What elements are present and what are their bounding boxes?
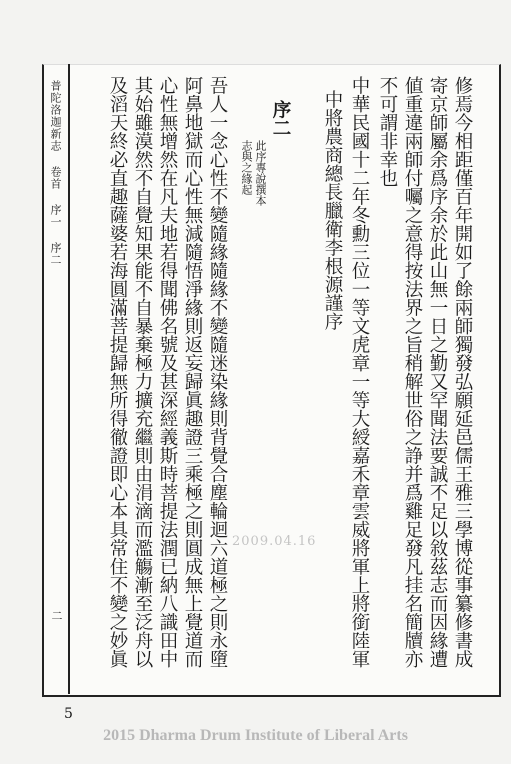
text-column-6: 中將農商總長臘衛李根源謹序 xyxy=(322,90,343,331)
section-title-preface-two: 序二 xyxy=(270,100,291,137)
text-column-2: 寄京師屬余爲序余於此山無一日之勤又罕聞法要誠不足以敘茲志而因緣遭 xyxy=(427,76,448,668)
text-column-5: 中華民國十二年冬勳三位一等文虎章一等大綬嘉禾章雲威將軍上將銜陸軍 xyxy=(349,76,370,668)
text-column-7: 吾人一念心性不變隨緣隨緣不變隨迷染緣則背覺合塵輪迴六道極之則永墮 xyxy=(207,76,228,668)
text-column-8: 阿鼻地獄而心性無減隨悟淨緣則返妄歸眞趣證三乘極之則圓成無上覺道而 xyxy=(182,76,203,668)
text-column-9: 心性無增然在凡夫地若得聞佛名號及甚深經義斯時菩提法潤已納八識田中 xyxy=(157,76,178,668)
text-column-10: 其始雖漠然不自覺知果能不自暴棄極力擴充繼則由涓滴而濫觴漸至泛舟以 xyxy=(132,76,153,668)
text-column-4: 不可謂非幸也 xyxy=(377,76,398,187)
note-column-1: 此序專說撰本 xyxy=(254,140,267,206)
text-column-3: 値重違兩師付囑之意得按法界之旨稍解世俗之諍并爲雞足發凡挂名簡牘亦 xyxy=(402,76,423,668)
side-margin-title: 普陀洛迦新志 卷首 序一 序二 xyxy=(49,80,62,266)
footer-credit: 2015 Dharma Drum Institute of Liberal Arts xyxy=(103,727,408,744)
text-column-1: 修焉今相距僅百年開如了餘兩師獨發弘願延邑儒王雅三學博從事纂修書成 xyxy=(452,76,473,668)
side-margin-page-mark: 二 xyxy=(50,610,63,621)
scan-date-watermark: 2009.04.16 xyxy=(232,534,317,549)
page-number: 5 xyxy=(64,706,73,722)
text-column-11: 及滔天終必直趣薩婆若海圓滿菩提歸無所得徹證即心本具常住不變之妙眞 xyxy=(107,76,128,668)
note-column-2: 志與之緣起 xyxy=(240,140,253,195)
